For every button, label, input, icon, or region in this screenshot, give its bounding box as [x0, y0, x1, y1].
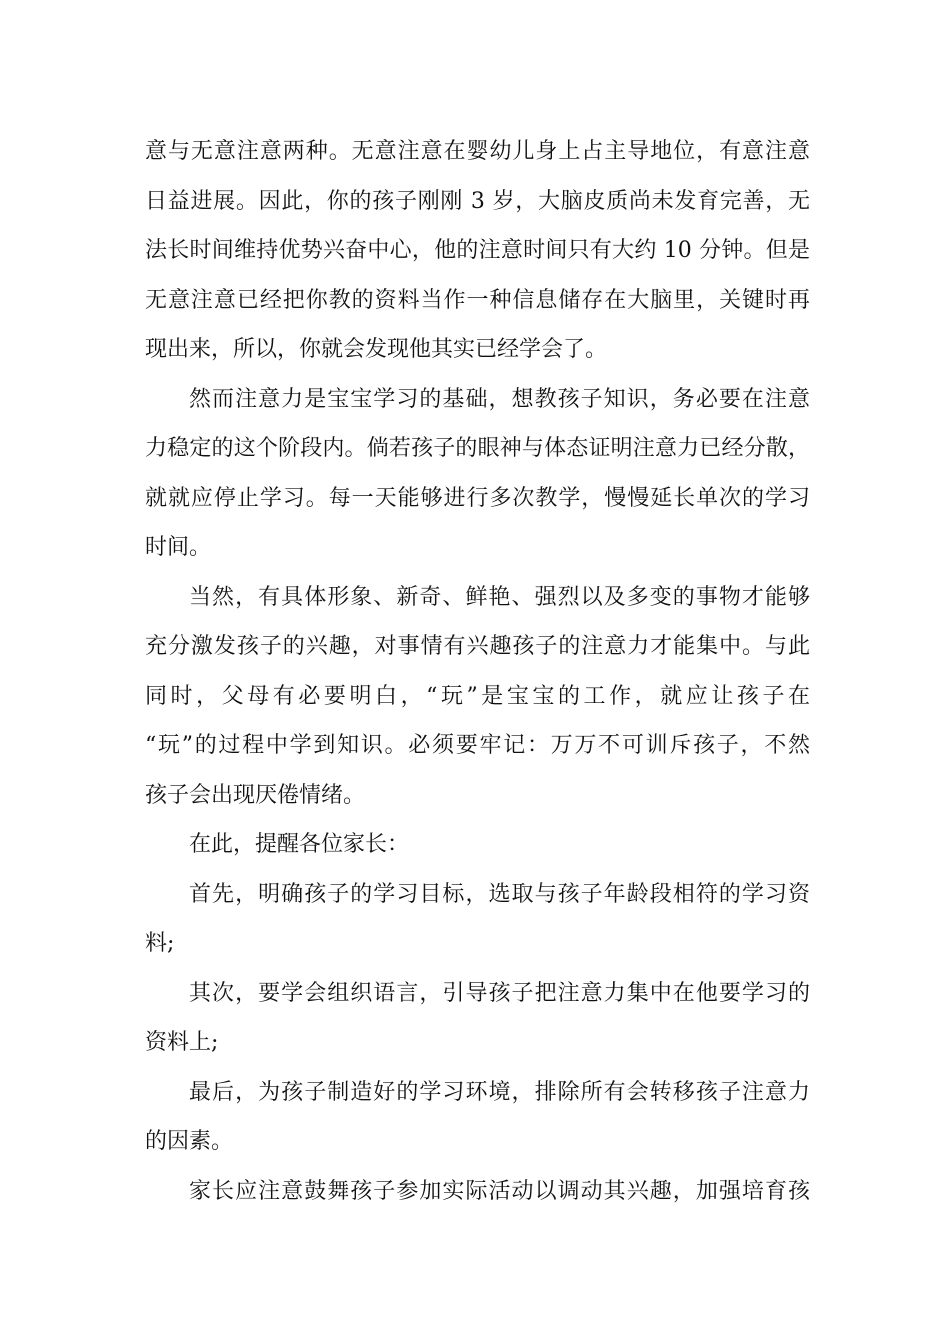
text-line: 充分激发孩子的兴趣，对事情有兴趣孩子的注意力才能集中。与此	[145, 634, 810, 659]
text-line: 意与无意注意两种。无意注意在婴幼儿身上占主导地位，有意注意	[145, 139, 810, 164]
paragraph-first-line: 当然，有具体形象、新奇、鲜艳、强烈以及多变的事物才能够	[189, 584, 810, 610]
text-line: 的因素。	[145, 1129, 234, 1154]
paragraph-first-line: 在此，提醒各位家长：	[189, 832, 410, 857]
text-line: 资料上;	[145, 1030, 219, 1055]
paragraph-first-line: 首先，明确孩子的学习目标，选取与孩子年龄段相符的学习资	[189, 881, 810, 907]
text-line: “玩”的过程中学到知识。必须要牢记：万万不可训斥孩子，不然	[145, 733, 810, 758]
text-line: 料;	[145, 931, 175, 956]
text-line: 同时，父母有必要明白，“玩”是宝宝的工作，就应让孩子在	[145, 683, 810, 709]
text-line: 现出来，所以，你就会发现他其实已经学会了。	[145, 337, 608, 362]
paragraph-first-line: 其次，要学会组织语言，引导孩子把注意力集中在他要学习的	[189, 980, 810, 1006]
text-line: 就就应停止学习。每一天能够进行多次教学，慢慢延长单次的学习	[145, 485, 810, 511]
text-line: 法长时间维持优势兴奋中心，他的注意时间只有大约 10 分钟。但是	[145, 238, 810, 263]
paragraph-first-line: 家长应注意鼓舞孩子参加实际活动以调动其兴趣，加强培育孩	[189, 1178, 810, 1204]
text-line: 孩子会出现厌倦情绪。	[145, 782, 366, 808]
text-line: 无意注意已经把你教的资料当作一种信息储存在大脑里，关键时再	[145, 287, 810, 313]
text-line: 日益进展。因此，你的孩子刚刚 3 岁，大脑皮质尚未发育完善，无	[145, 188, 810, 214]
text-line: 时间。	[145, 535, 212, 560]
text-line: 力稳定的这个阶段内。倘若孩子的眼神与体态证明注意力已经分散，	[145, 436, 810, 461]
document-body-text	[145, 131, 810, 1220]
paragraph-first-line: 最后，为孩子制造好的学习环境，排除所有会转移孩子注意力	[189, 1079, 810, 1105]
paragraph-first-line: 然而注意力是宝宝学习的基础，想教孩子知识，务必要在注意	[189, 386, 810, 412]
